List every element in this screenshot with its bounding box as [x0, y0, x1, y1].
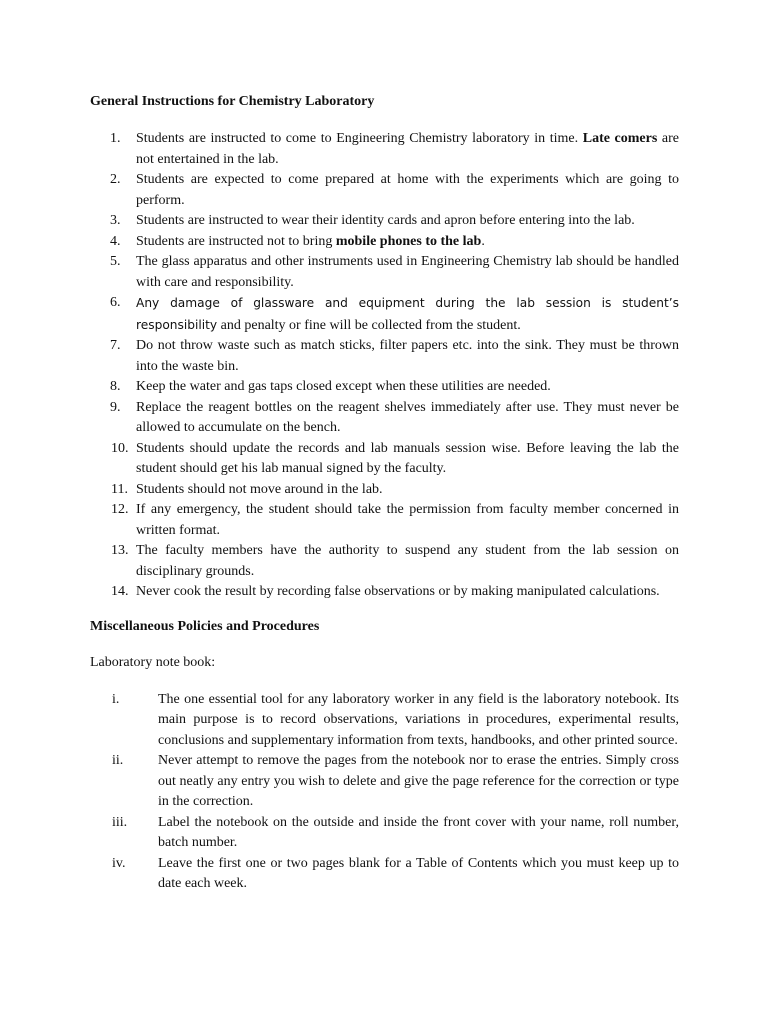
list-item	[90, 336, 679, 377]
item-number: 5.	[110, 254, 121, 269]
item-text: The faculty members have the authority to suspend any student from the lab session on disciplinary grounds.	[136, 543, 679, 579]
item-text: Replace the reagent bottles on the reagent shelves immediately after use. They must never be allowed to accumulate on the bench.	[136, 399, 679, 435]
item-number: 12.	[111, 502, 129, 517]
item-number: iv.	[112, 855, 126, 871]
item-text: Students should update the records and lab manuals session wise. Before leaving the lab the student should get his lab manual signed by the faculty.	[136, 440, 679, 476]
item-text: Students are instructed to come to Engineering Chemistry laboratory in time.	[136, 131, 583, 146]
item-text: If any emergency, the student should take the permission from faculty member concerned in written format.	[136, 502, 679, 538]
item-text: Students should not move around in the lab.	[136, 481, 383, 497]
item-text-tail: are not entertained in the lab.	[136, 131, 679, 167]
item-number: 10.	[111, 440, 129, 456]
item-number: 4.	[110, 233, 121, 249]
item-text: Leave the first one or two pages blank for a Table of Contents which you must keep up to date each week.	[158, 855, 679, 891]
list-item	[90, 129, 679, 170]
notebook-list	[90, 690, 679, 895]
instructions-list	[90, 129, 679, 603]
list-item	[90, 293, 679, 336]
item-text: Keep the water and gas taps closed except when these utilities are needed.	[136, 379, 551, 394]
item-text: The glass apparatus and other instruments used in Engineering Chemistry lab should be handled with care and responsibility.	[136, 254, 679, 290]
item-text: Students are expected to come prepared at home with the experiments which are going to perform.	[136, 172, 679, 208]
list-item	[90, 500, 679, 541]
list-item	[90, 541, 679, 582]
item-number: 2.	[110, 172, 121, 187]
item-text: Students are instructed not to bring	[136, 233, 336, 249]
item-text-tail: and penalty or fine will be collected from the student.	[217, 317, 521, 333]
item-number: 14.	[111, 584, 129, 599]
page-title: General Instructions for Chemistry Laboratory	[90, 94, 375, 109]
item-text: Students are instructed to wear their identity cards and apron before entering into the lab.	[136, 213, 635, 228]
list-item	[90, 377, 679, 398]
list-item	[90, 211, 679, 232]
item-number: 1.	[110, 131, 121, 146]
item-number: 11.	[111, 481, 128, 497]
list-item	[90, 751, 679, 813]
list-item	[90, 232, 679, 253]
item-number: ii.	[112, 753, 124, 768]
list-item	[90, 690, 679, 752]
list-item	[90, 854, 679, 895]
document-page	[90, 92, 679, 895]
item-number: 3.	[110, 213, 121, 228]
list-item	[90, 398, 679, 439]
item-bold-text: mobile phones to the lab	[335, 233, 482, 249]
list-item	[90, 480, 679, 501]
list-item	[90, 439, 679, 480]
item-bold-text: Late comers	[582, 131, 658, 146]
item-text: Label the notebook on the outside and inside the front cover with your name, roll number, batch number.	[158, 814, 679, 850]
item-text: Never attempt to remove the pages from the notebook nor to erase the entries. Simply cross out neatly any entry you wish to delete and give the page reference for the correction or type in the correction.	[158, 753, 679, 809]
list-item	[90, 813, 679, 854]
item-text: Never cook the result by recording false observations or by making manipulated calculations.	[136, 584, 660, 599]
item-number: 6.	[110, 295, 121, 310]
item-text: Any damage of glassware and equipment during the lab session is student’s responsibility	[136, 296, 679, 332]
item-text: Do not throw waste such as match sticks, filter papers etc. into the sink. They must be thrown into the waste bin.	[136, 338, 679, 374]
item-number: i.	[112, 691, 120, 707]
section-title: Miscellaneous Policies and Procedures	[90, 618, 320, 634]
item-number: 9.	[110, 399, 121, 415]
item-number: 7.	[110, 338, 121, 353]
item-text-tail: .	[481, 233, 485, 249]
list-item	[90, 252, 679, 293]
notebook-label: Laboratory note book:	[90, 654, 216, 670]
list-item	[90, 582, 679, 603]
item-number: iii.	[112, 814, 128, 830]
item-number: 13.	[111, 543, 129, 558]
item-text: The one essential tool for any laboratory worker in any field is the laboratory notebook. Its main purpose is to record observations, variations in procedures, experimental results, conclusions and supplementary information from texts, handbooks, and other printed source.	[158, 691, 679, 748]
list-item	[90, 170, 679, 211]
item-number: 8.	[110, 379, 121, 394]
